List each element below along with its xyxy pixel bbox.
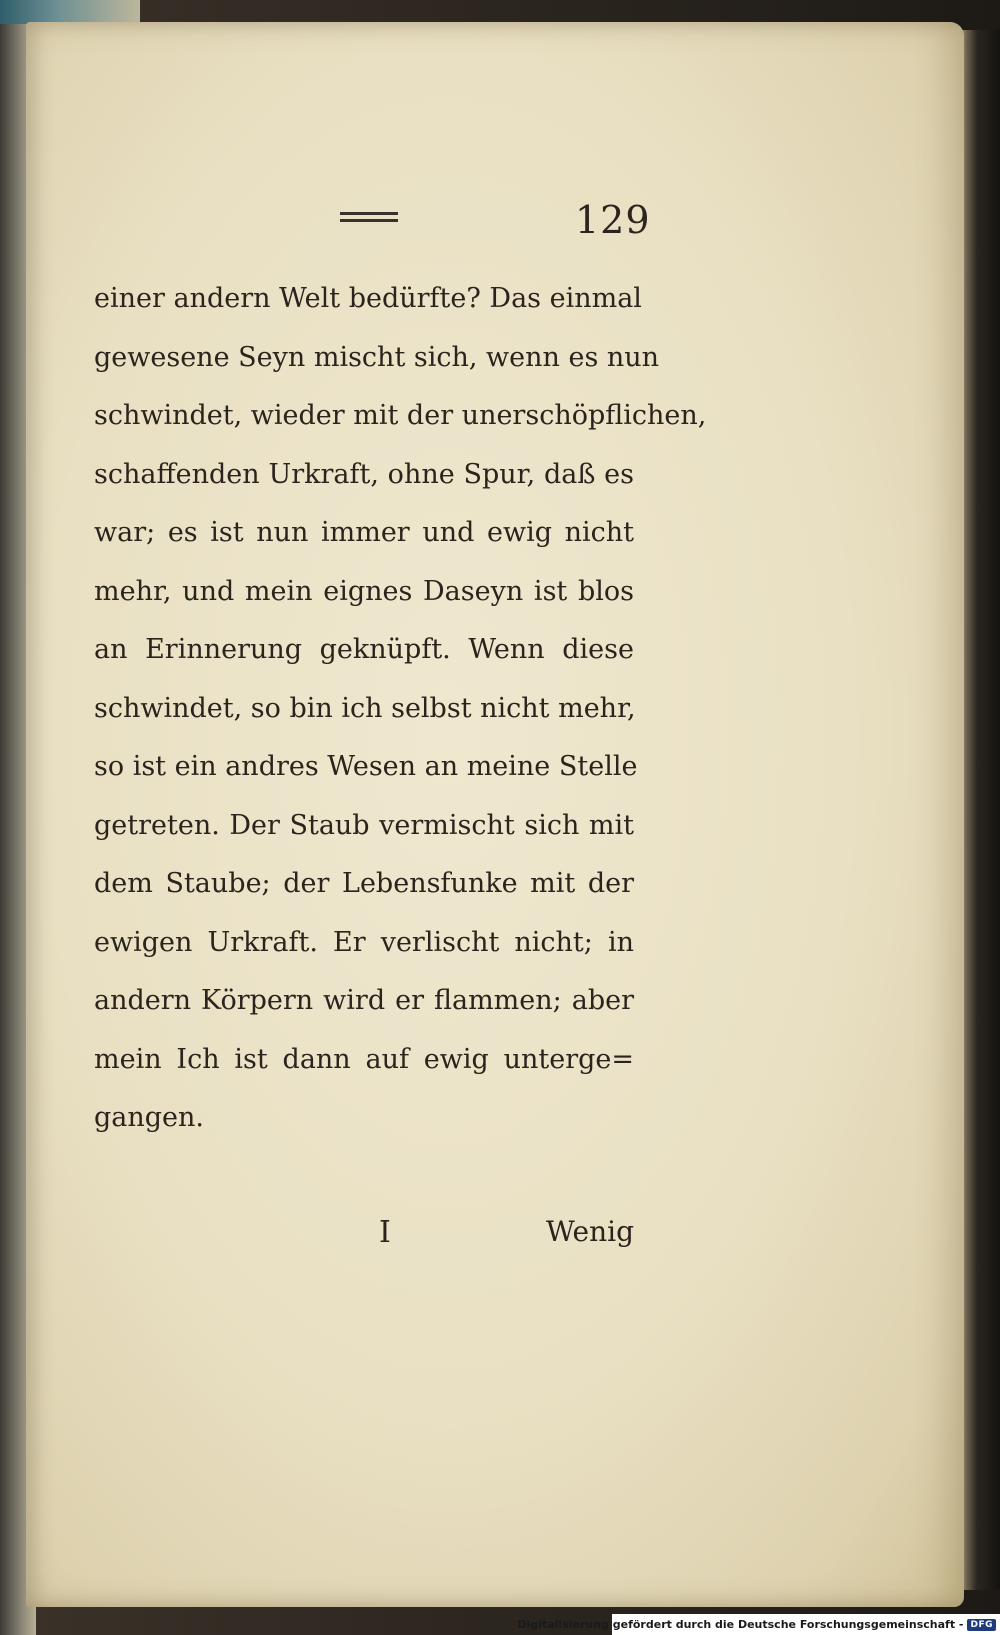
text-line: gewesene Seyn mischt sich, wenn es nun [94,341,660,373]
text-line: schwindet, wieder mit der unerschöpflichen, [94,400,707,431]
catchword: Wenig [546,1215,634,1248]
text-line: schaffenden Urkraft, ohne Spur, daß es [94,458,634,490]
text-line: andern Körpern wird er flammen; aber [94,985,634,1016]
page-edge-shadow [958,30,1000,1590]
text-line: dem Staube; der Lebensfunke mit der [94,868,634,899]
color-strip [0,0,140,24]
text-line: einer andern Welt bedürfte? Das einmal [94,283,642,314]
text-line: schwindet, so bin ich selbst nicht mehr, [94,692,636,724]
footer-credit: Digitalisierung gefördert durch die Deutsche Forschungsgemeinschaft - [517,1618,964,1631]
text-line: mein Ich ist dann auf ewig unterge= [94,1043,634,1075]
text-line: getreten. Der Staub vermischt sich mit [94,809,634,841]
body-text [94,270,707,1148]
text-line: so ist ein andres Wesen an meine Stelle [94,751,638,782]
text-line: mehr, und mein eignes Daseyn ist blos [94,575,634,607]
text-line: an Erinnerung geknüpft. Wenn diese [94,634,634,665]
catchword-line [94,1215,634,1265]
page-number: 129 [575,198,651,242]
text-line: war; es ist nun immer und ewig nicht [94,517,634,548]
digitization-footer [517,1614,1000,1635]
text-line: ewigen Urkraft. Er verlischt nicht; in [94,926,634,958]
header-rule [340,212,398,222]
text-line: gangen. [94,1102,205,1133]
gathering-signature: I [379,1215,391,1250]
dfg-logo-icon: DFG [967,1619,996,1631]
